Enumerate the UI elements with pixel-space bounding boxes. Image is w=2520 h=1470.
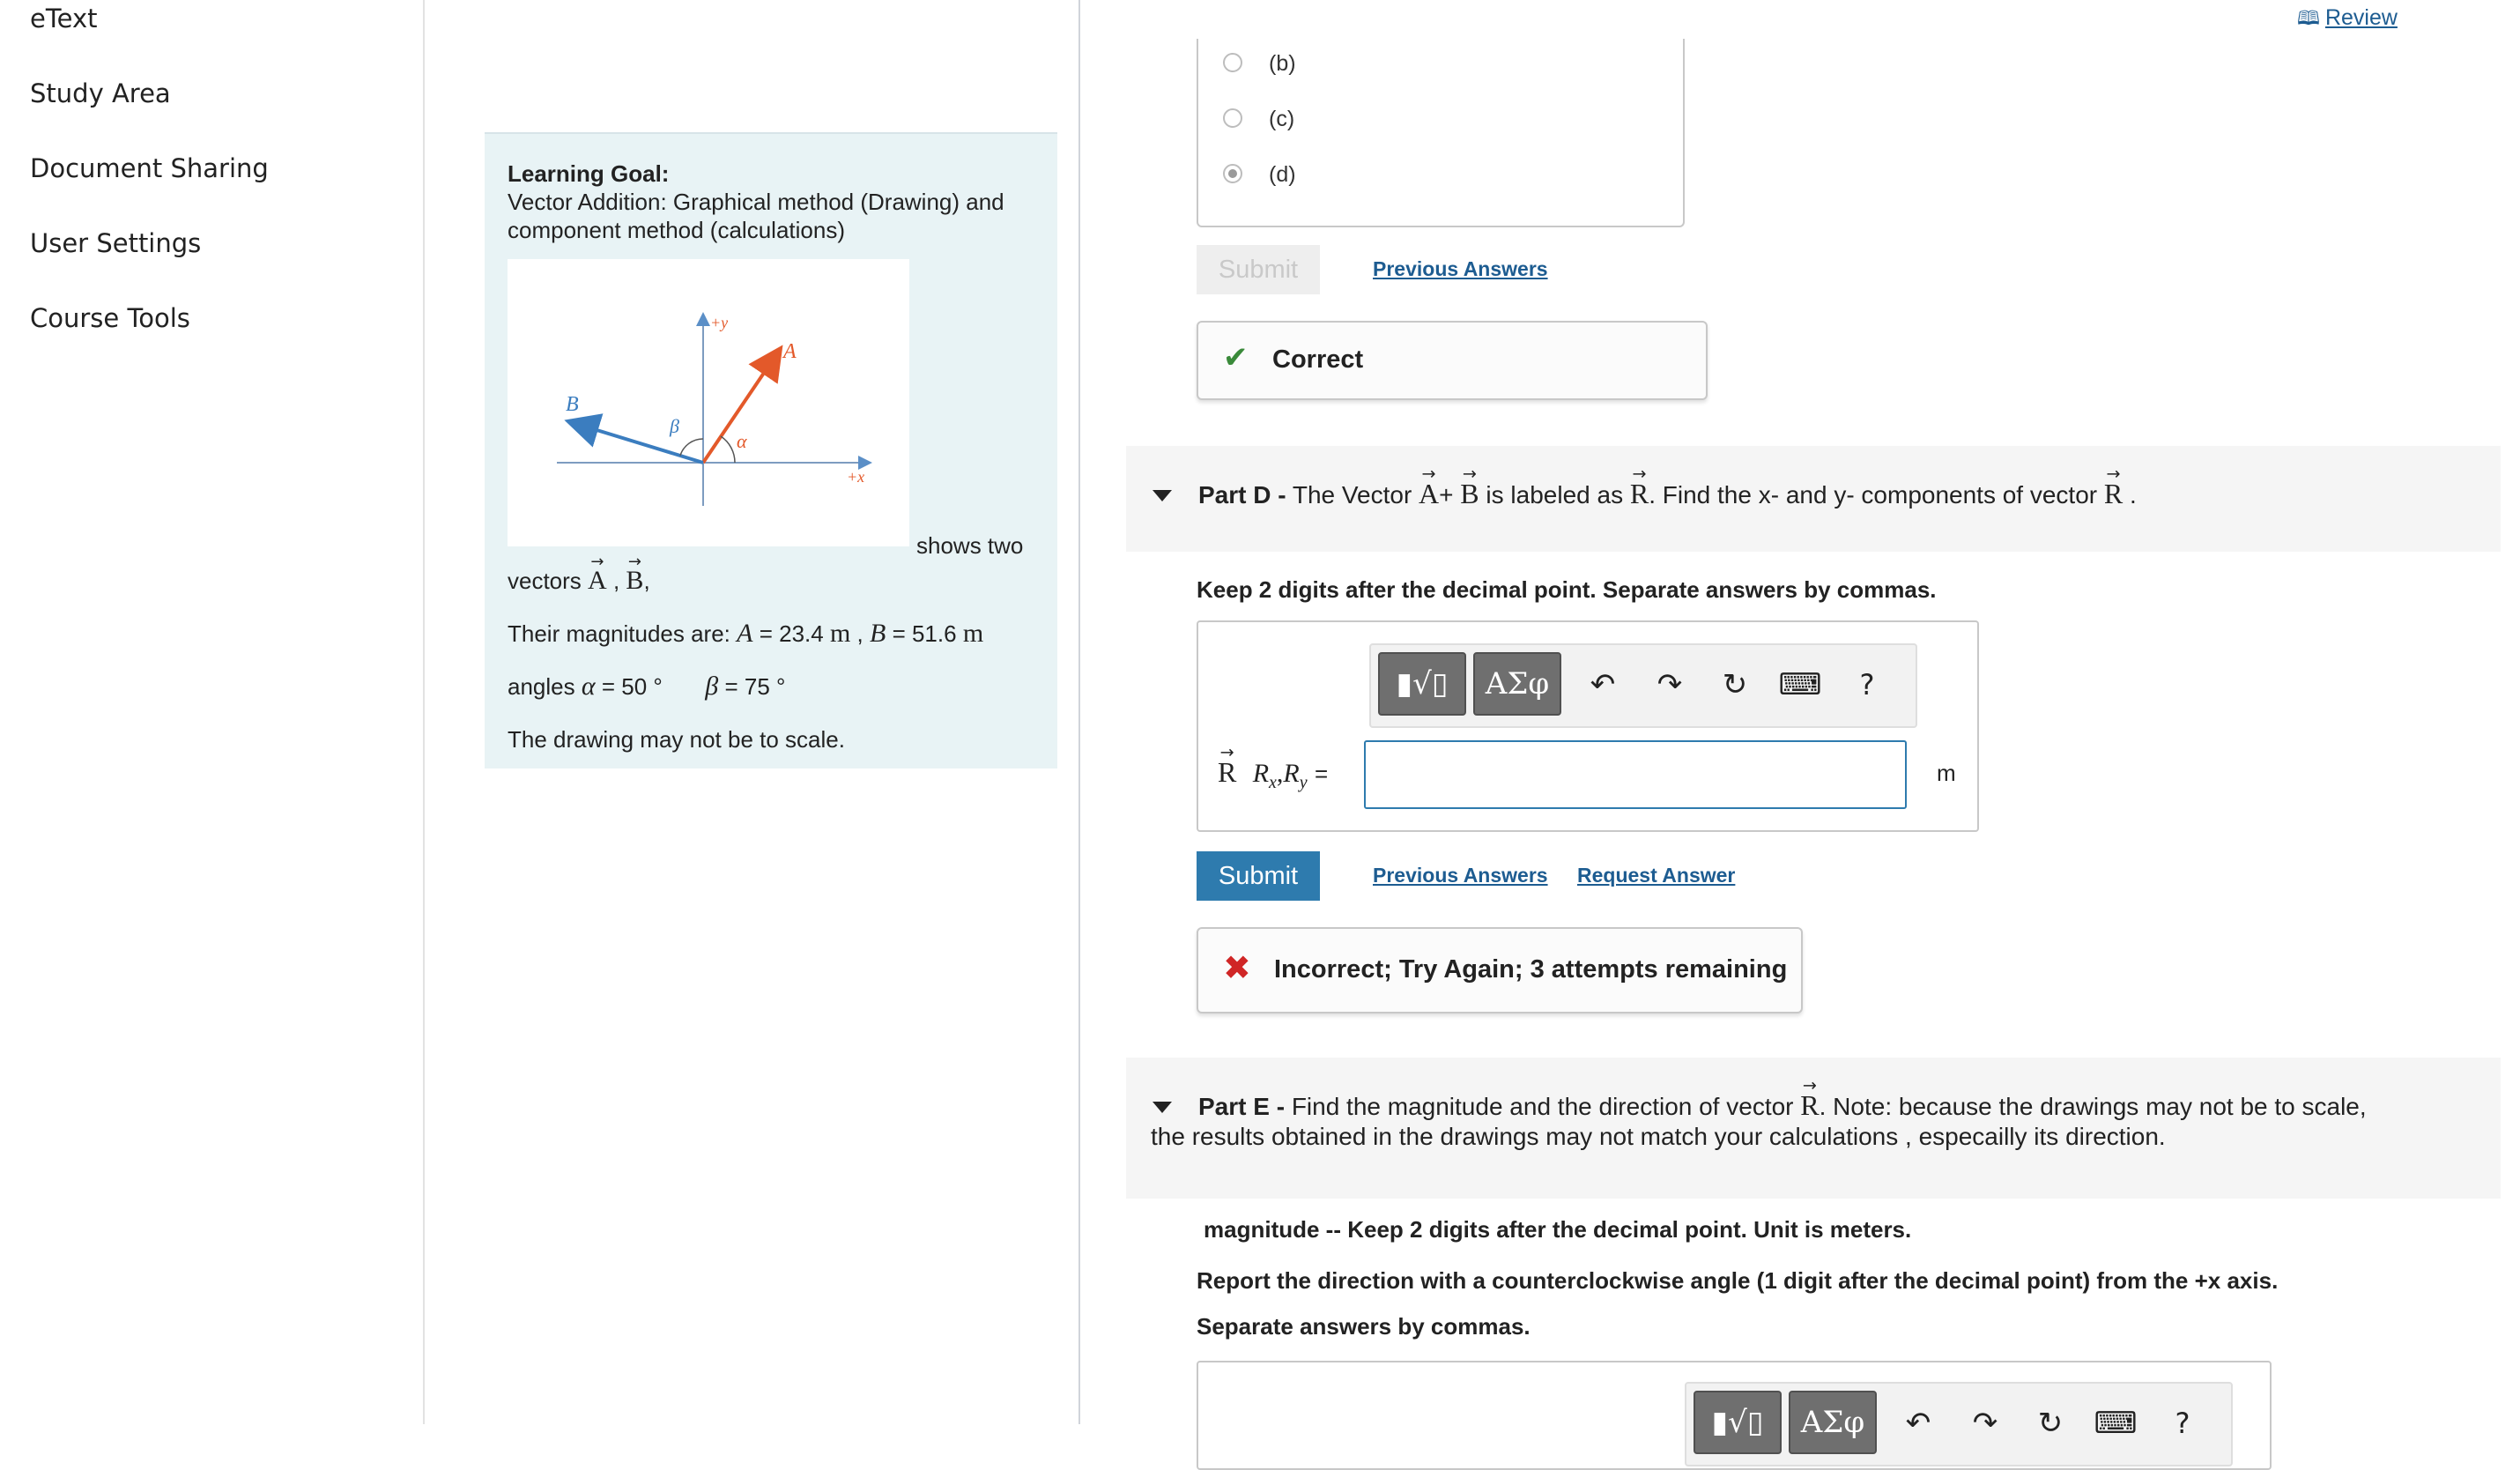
- part-d-answer-input[interactable]: [1364, 740, 1907, 809]
- part-d-instruction: Keep 2 digits after the decimal point. Separate answers by commas.: [1197, 576, 1937, 603]
- angles-label: angles: [508, 673, 575, 700]
- a-magnitude-value: = 23.4: [759, 620, 824, 647]
- part-e-question: [1198, 1089, 2485, 1123]
- a-magnitude-symbol: A: [737, 619, 753, 648]
- comma: ,: [612, 568, 620, 594]
- a-magnitude-unit: m: [829, 619, 851, 648]
- answer-equals: =: [1314, 761, 1329, 787]
- part-d-answer-label: [1218, 756, 1328, 793]
- part-c-submit-button[interactable]: Submit: [1197, 245, 1320, 294]
- alpha-value: = 50 °: [601, 673, 663, 700]
- magnitudes-label: Their magnitudes are:: [508, 620, 730, 647]
- sidebar-item-study-area[interactable]: Study Area: [30, 78, 171, 108]
- part-d-math-toolbar: [1369, 643, 1917, 728]
- part-e-title: Part E -: [1198, 1093, 1286, 1120]
- book-icon: 🕮: [2297, 7, 2320, 29]
- b-magnitude-symbol: B: [870, 619, 886, 648]
- part-e-math-toolbar: [1685, 1382, 2233, 1466]
- radio-choice-d[interactable]: [1223, 164, 1242, 183]
- learning-goal-line2: component method (calculations): [508, 217, 845, 243]
- vector-a-label: A: [783, 340, 797, 363]
- redo-icon[interactable]: ↷: [1657, 667, 1683, 702]
- plus-y-label: +y: [710, 314, 729, 331]
- keyboard-icon-part-e[interactable]: ⌨: [2094, 1406, 2138, 1441]
- b-magnitude-unit: m: [962, 619, 984, 648]
- learning-goal-box: [485, 132, 1057, 768]
- part-d-vec-r: → R: [1630, 478, 1649, 509]
- vector-b-arrow: [571, 422, 703, 463]
- part-d-text1: The Vector: [1292, 481, 1412, 509]
- part-d-question: [1198, 478, 2137, 511]
- keyboard-icon[interactable]: ⌨: [1778, 667, 1822, 702]
- b-magnitude-value: = 51.6: [892, 620, 957, 647]
- incorrect-text: Incorrect; Try Again; 3 attempts remaining: [1274, 955, 1788, 984]
- caret-down-icon[interactable]: [1153, 490, 1172, 501]
- redo-icon-part-e[interactable]: ↷: [1972, 1406, 1998, 1441]
- vector-b-symbol: → B: [626, 566, 643, 596]
- part-d-vec-a: → A: [1419, 478, 1439, 509]
- choice-d-label: (d): [1269, 162, 1296, 187]
- radio-choice-b[interactable]: [1223, 53, 1242, 72]
- reset-icon-part-e[interactable]: ↻: [2037, 1406, 2064, 1441]
- vector-diagram-svg: [508, 259, 909, 546]
- caret-down-icon-part-e[interactable]: [1153, 1102, 1172, 1113]
- alpha-arc: [721, 436, 735, 463]
- part-d-answer-box: [1197, 620, 1979, 832]
- radio-choice-c[interactable]: [1223, 108, 1242, 128]
- vector-b-label: B: [566, 393, 579, 416]
- choice-c-label: (c): [1269, 107, 1295, 131]
- part-d-text3: . Find the x- and y- components of vector: [1649, 481, 2098, 509]
- multiple-choice-box: [1197, 39, 1685, 227]
- comma-2: ,: [643, 568, 650, 594]
- part-d-plus: +: [1439, 481, 1454, 509]
- part-d-vec-b: → B: [1460, 478, 1479, 509]
- part-e-answer-box: [1197, 1361, 2272, 1470]
- reset-icon[interactable]: ↻: [1722, 667, 1748, 702]
- part-d-request-answer-link[interactable]: Request Answer: [1577, 864, 1736, 887]
- greek-symbols-button[interactable]: ΑΣφ: [1473, 652, 1561, 716]
- greek-symbols-button-part-e[interactable]: ΑΣφ: [1789, 1391, 1877, 1454]
- part-e-text1: Find the magnitude and the direction of vector: [1291, 1093, 1794, 1120]
- part-e-text2: . Note: because the drawings may not be to scale,: [1819, 1093, 2367, 1120]
- vectors-label: vectors: [508, 568, 582, 594]
- vector-a-symbol: → A: [588, 566, 607, 596]
- part-d-header: [1126, 446, 2501, 552]
- problem-parts-panel: [1080, 0, 2520, 1441]
- sidebar: [0, 0, 425, 1424]
- part-d-submit-button[interactable]: Submit: [1197, 851, 1320, 901]
- help-icon[interactable]: ?: [1859, 668, 1875, 702]
- correct-text: Correct: [1272, 345, 1364, 374]
- part-e-vec-r: → R: [1800, 1089, 1819, 1121]
- part-e-text3: the results obtained in the drawings may not match your calculations , especailly its direction.: [1151, 1123, 2166, 1150]
- vectors-line: [508, 566, 650, 596]
- angles-line: [508, 672, 785, 702]
- sidebar-item-user-settings[interactable]: User Settings: [30, 228, 202, 258]
- learning-goal-line1: Vector Addition: Graphical method (Drawing) and: [508, 189, 1004, 215]
- part-c-feedback: [1197, 321, 1708, 400]
- shows-two-text: shows two: [916, 532, 1024, 559]
- help-icon-part-e[interactable]: ?: [2175, 1407, 2190, 1440]
- part-c-previous-answers-link[interactable]: Previous Answers: [1373, 257, 1548, 280]
- beta-label: β: [670, 415, 679, 437]
- sidebar-item-course-tools[interactable]: Course Tools: [30, 303, 190, 333]
- part-d-previous-answers-link[interactable]: Previous Answers: [1373, 864, 1548, 887]
- checkmark-icon: ✔: [1223, 340, 1249, 375]
- sidebar-item-etext[interactable]: eText: [30, 4, 98, 33]
- part-d-text4: .: [2130, 481, 2137, 509]
- part-e-instruction-3: Separate answers by commas.: [1197, 1313, 1531, 1340]
- scale-note: The drawing may not be to scale.: [508, 726, 845, 753]
- part-d-vec-r-2: → R: [2104, 478, 2123, 509]
- answer-ry: R: [1283, 759, 1300, 788]
- undo-icon-part-e[interactable]: ↶: [1905, 1406, 1931, 1441]
- magnitudes-line: [508, 619, 983, 649]
- part-d-text2: is labeled as: [1486, 481, 1624, 509]
- problem-intro-panel: [425, 0, 1080, 1424]
- part-e-header: [1126, 1058, 2501, 1199]
- part-e-instruction-2: Report the direction with a counterclockwise angle (1 digit after the decimal point) from the +x axis.: [1197, 1267, 2279, 1294]
- part-d-title: Part D -: [1198, 481, 1286, 509]
- plus-x-label: +x: [847, 468, 865, 486]
- part-d-feedback: [1197, 927, 1803, 1013]
- choice-b-label: (b): [1269, 51, 1296, 76]
- answer-ry-sub: y: [1299, 773, 1308, 792]
- beta-symbol: β: [705, 672, 719, 701]
- templates-button-part-e[interactable]: ▮√▯: [1694, 1391, 1782, 1454]
- learning-goal-heading: Learning Goal:: [508, 160, 670, 187]
- part-e-instruction-1: magnitude -- Keep 2 digits after the decimal point. Unit is meters.: [1204, 1216, 1912, 1243]
- answer-rx: R: [1252, 759, 1270, 788]
- beta-value: = 75 °: [724, 673, 786, 700]
- alpha-symbol: α: [581, 672, 596, 701]
- vector-diagram: [508, 259, 909, 546]
- incorrect-x-icon: ✖: [1223, 948, 1251, 987]
- review-link[interactable]: [2297, 4, 2398, 37]
- answer-comma: ,: [1276, 759, 1284, 788]
- templates-button[interactable]: ▮√▯: [1378, 652, 1466, 716]
- undo-icon[interactable]: ↶: [1590, 667, 1616, 702]
- magnitude-comma: ,: [856, 620, 863, 647]
- sidebar-item-document-sharing[interactable]: Document Sharing: [30, 153, 269, 183]
- answer-rx-sub: x: [1269, 773, 1277, 792]
- beta-arc: [680, 439, 703, 456]
- part-d-unit: m: [1937, 760, 1956, 786]
- alpha-label: α: [737, 430, 747, 452]
- review-label: Review: [2324, 5, 2398, 30]
- answer-vec-r: → R: [1218, 756, 1236, 789]
